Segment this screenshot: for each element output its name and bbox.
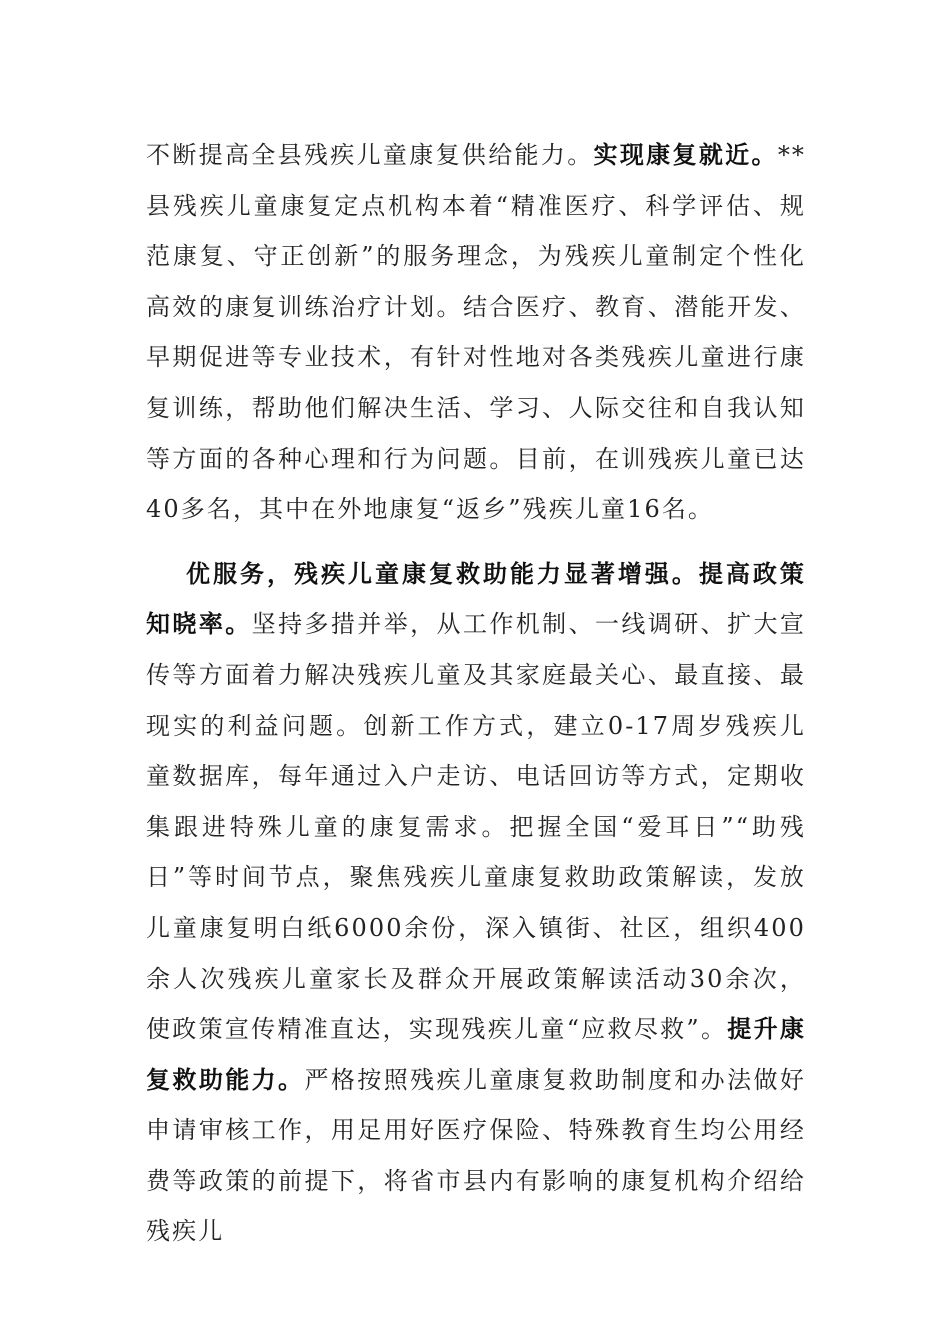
document-body [146,130,806,1257]
bold-heading-rehab-nearby: 实现康复就近。 [593,141,778,169]
paragraph-text: **县残疾儿童康复定点机构本着“精准医疗、科学评估、规范康复、守正创新”的服务理念，为残疾儿童制定个性化高效的康复训练治疗计划。结合医疗、教育、潜能开发、早期促进等专业技术，有针对性地对各类残疾儿童进行康复训练，帮助他们解决生活、学习、人际交往和自我认知等方面的各种心理和行为问题。目前，在训残疾儿童已达40多名，其中在外地康复“返乡”残疾儿童16名。 [146,141,807,524]
paragraph-text: 坚持多措并举，从工作机制、一线调研、扩大宣传等方面着力解决残疾儿童及其家庭最关心、最直接、最现实的利益问题。创新工作方式，建立0-17周岁残疾儿童数据库，每年通过入户走访、电话回访等方式，定期收集跟进特殊儿童的康复需求。把握全国“爱耳日”“助残日”等时间节点，聚焦残疾儿童康复救助政策解读，发放儿童康复明白纸6000余份，深入镇街、社区，组织400余人次残疾儿童家长及群众开展政策解读活动30余次，使政策宣传精准直达，实现残疾儿童“应救尽救”。 [146,610,806,1044]
paragraph-optimize-service [146,549,806,1257]
paragraph-text: 严格按照残疾儿童康复救助制度和办法做好申请审核工作，用足用好医疗保险、特殊教育生均公用经费等政策的前提下，将省市县内有影响的康复机构介绍给残疾儿 [146,1065,806,1246]
paragraph-rehab-nearby [146,130,806,535]
bold-heading-optimize-service: 优服务，残疾儿童康复救助能力显著增强。提高政策知晓率。 [146,559,806,639]
paragraph-text: 不断提高全县残疾儿童康复供给能力。 [146,141,594,169]
bold-heading-improve-capacity: 提升康复救助能力。 [146,1015,806,1094]
